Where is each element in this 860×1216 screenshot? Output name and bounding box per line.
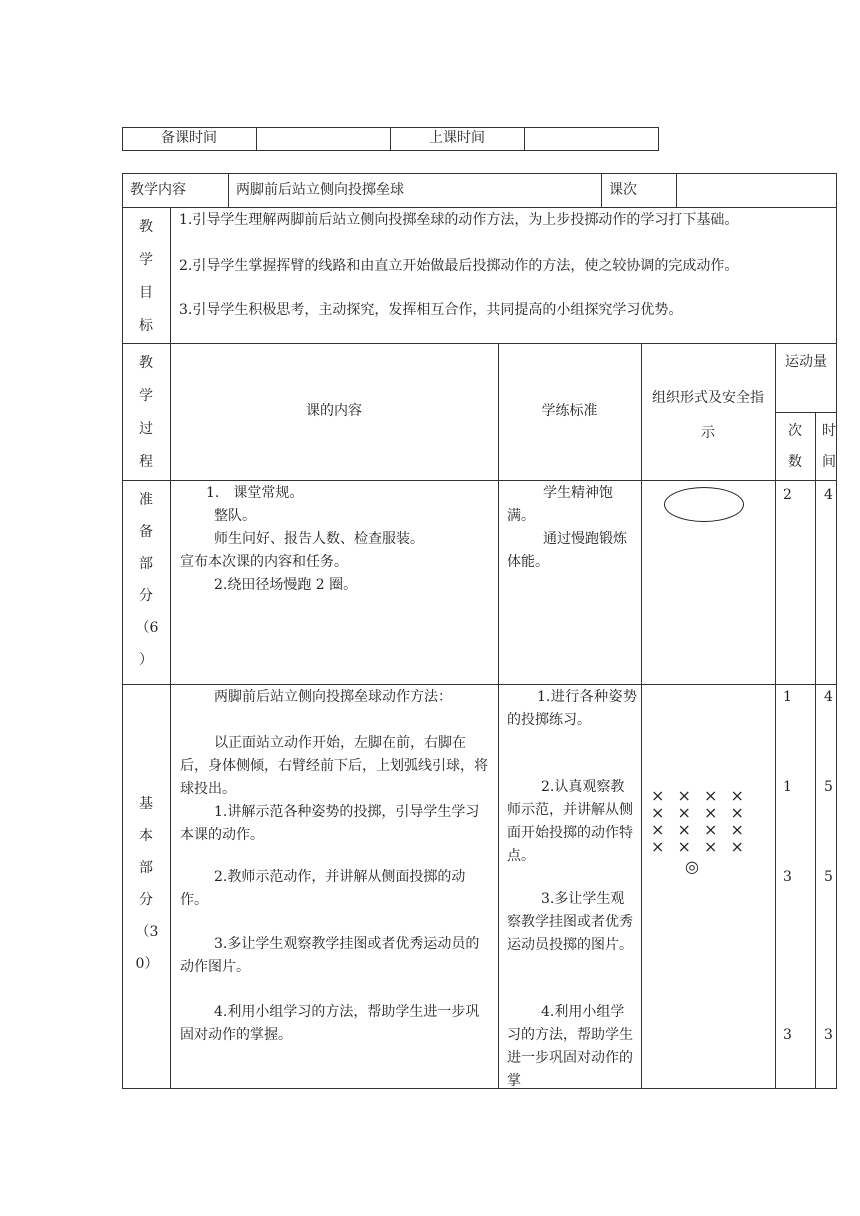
basic-item: 2.教师示范动作，并讲解从侧面投掷的动作。 (180, 869, 466, 908)
basic-label-char: 基 (139, 796, 153, 812)
header-times: 次数 (788, 423, 802, 470)
prep-line: 2.绕田径场慢跑 2 圈。 (214, 577, 358, 593)
prep-line: 1. 课堂常规。 (206, 485, 304, 501)
prep-time-label: 备课时间 (161, 130, 217, 146)
goal-item: 3.引导学生积极思考，主动探究，发挥相互合作，共同提高的小组探究学习优势。 (179, 302, 683, 318)
formation-row: × × × × (651, 837, 748, 856)
goals-label-char: 学 (139, 252, 153, 268)
basic-duration-value: 5 (824, 869, 833, 885)
basic-standard: 1.进行各种姿势的投掷练习。 (507, 689, 637, 728)
basic-times-value: 3 (783, 869, 792, 885)
prep-label-char: 分 (139, 588, 153, 604)
basic-item: 4.利用小组学习的方法，帮助学生进一步巩固对动作的掌握。 (180, 1004, 480, 1043)
lesson-no-label: 课次 (609, 182, 637, 198)
process-label-char: 教 (139, 355, 153, 371)
basic-label-char: （3 (135, 924, 159, 940)
basic-label-char: 0） (135, 956, 159, 972)
prep-line: 师生问好、报告人数、检查服装。 (214, 531, 424, 547)
prep-label-char: 备 (139, 524, 153, 540)
basic-times-value: 1 (783, 779, 792, 795)
prep-duration: 4 (824, 487, 833, 503)
prep-line: 宣布本次课的内容和任务。 (180, 554, 348, 570)
basic-duration-value: 3 (824, 1027, 833, 1043)
process-label-char: 学 (139, 388, 153, 404)
content-label: 教学内容 (130, 182, 186, 198)
goal-item: 1.引导学生理解两脚前后站立侧向投掷垒球的动作方法，为上步投掷动作的学习打下基础。 (179, 212, 739, 228)
prep-label-char: 准 (139, 492, 153, 508)
prep-times: 2 (783, 487, 792, 503)
goals-label-char: 目 (139, 285, 153, 301)
prep-standard-line: 学生精神饱满。 (507, 485, 613, 524)
header-standard: 学练标准 (541, 403, 598, 419)
basic-item: 3.多让学生观察教学挂图或者优秀运动员的动作图片。 (180, 936, 480, 975)
teacher-position-icon: ◎ (685, 857, 699, 876)
basic-standard: 3.多让学生观察教学挂图或者优秀运动员投掷的图片。 (507, 891, 633, 953)
prep-line: 整队。 (214, 508, 256, 524)
header-duration: 时间 (822, 423, 836, 470)
formation-row: × × × × (651, 786, 748, 805)
header-content: 课的内容 (306, 403, 362, 419)
basic-label-char: 部 (139, 860, 153, 876)
goals-label-char: 标 (139, 318, 153, 334)
class-time-label: 上课时间 (429, 130, 485, 146)
formation-row: × × × × (651, 803, 748, 822)
content-value: 两脚前后站立侧向投掷垒球 (236, 182, 404, 198)
prep-standard-line: 通过慢跑锻炼体能。 (507, 531, 627, 570)
header-load: 运动量 (785, 354, 827, 370)
formation-row: × × × × (651, 820, 748, 839)
goal-item: 2.引导学生掌握挥臂的线路和由直立开始做最后投掷动作的方法，使之较协调的完成动作。 (179, 258, 739, 274)
basic-times-value: 3 (783, 1027, 792, 1043)
basic-label-char: 分 (139, 892, 153, 908)
basic-intro: 两脚前后站立侧向投掷垒球动作方法： (214, 689, 452, 705)
prep-label-char: 部 (139, 556, 153, 572)
basic-standard: 4.利用小组学习的方法，帮助学生进一步巩固对动作的掌 (507, 1004, 633, 1089)
basic-duration-value: 4 (824, 689, 833, 705)
header-org: 组织形式及安全指示 (652, 390, 764, 441)
basic-standard: 2.认真观察教师示范，并讲解从侧面开始投掷的动作特点。 (507, 779, 633, 864)
process-label-char: 过 (139, 421, 153, 437)
prep-label-char: （6 (135, 620, 159, 636)
basic-duration-value: 5 (824, 779, 833, 795)
process-label-char: 程 (139, 454, 153, 470)
basic-times-value: 1 (783, 689, 792, 705)
running-track-diagram (664, 487, 744, 522)
basic-method: 以正面站立动作开始，左脚在前，右脚在后，身体侧倾，右臂经前下后，上划弧线引球，将球投出。 (180, 735, 488, 797)
basic-item: 1.讲解示范各种姿势的投掷，引导学生学习本课的动作。 (180, 804, 480, 843)
basic-label-char: 本 (139, 828, 153, 844)
goals-label-char: 教 (139, 219, 153, 235)
prep-label-char: ） (139, 652, 153, 668)
